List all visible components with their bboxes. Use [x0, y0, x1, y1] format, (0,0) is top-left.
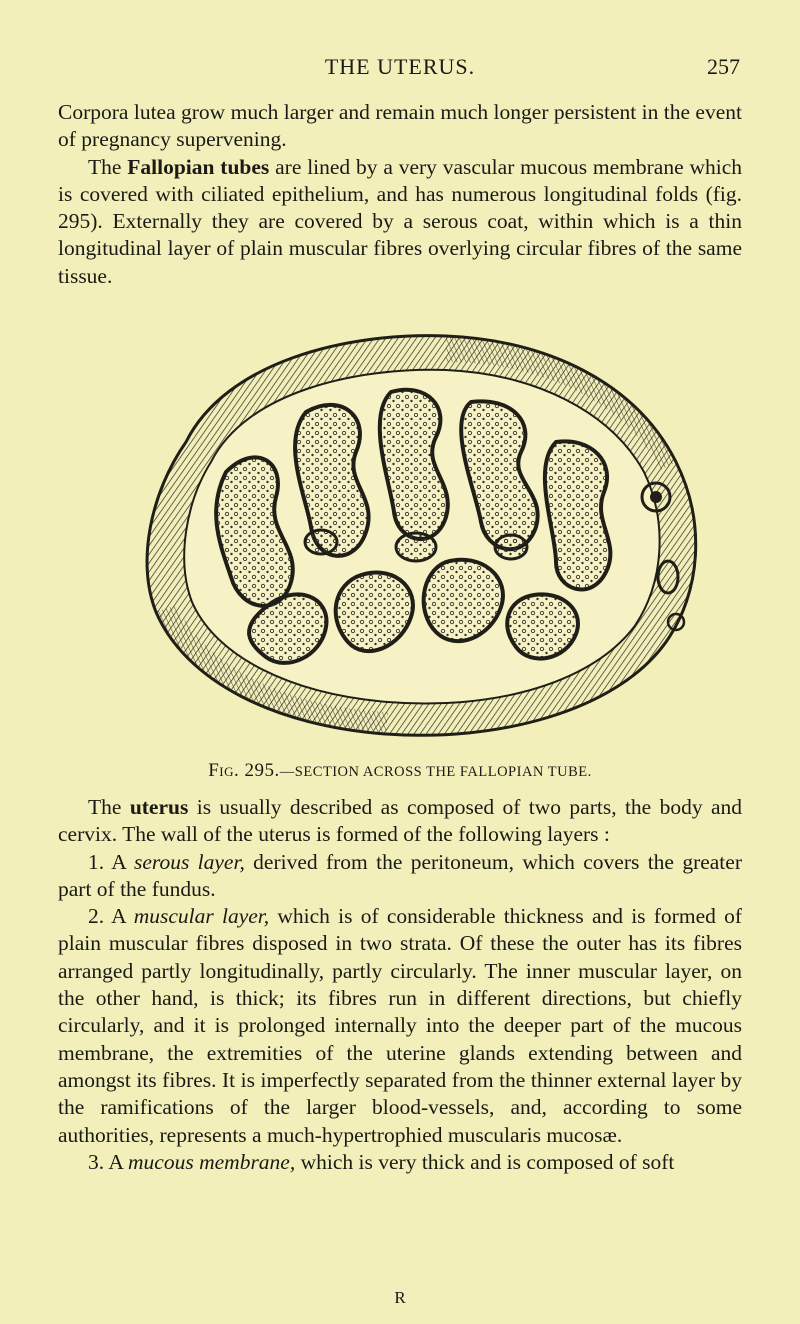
list-text-2: which is of considerable thickness and is formed of plain muscular fibres disposed in two strata. Of these the outer has its fibres arranged partly longitudinally, partly circularly. The inner muscular layer, on the other hand, is thick; its fibres run in different directions, but chiefly circularly, and it is prolonged internally into the deeper part of the mucous membrane, the extremities of the uterine glands extending between and amongst its fibres. It is imperfectly separated from the thinner external layer by the ramifications of the larger blood-vessels, and, according to some authorities, represents a much-hypertrophied muscularis mucosæ. — [58, 904, 742, 1147]
term-serous-layer: serous layer, — [133, 849, 245, 874]
paragraph-uterus-body: is usually described as composed of two parts, the body and cervix. The wall of the uterus is formed of the following layers : — [58, 795, 743, 847]
list-text-3: which is very thick and is composed of soft — [295, 1149, 675, 1174]
paragraph-fallopian-tubes — [58, 154, 742, 290]
fallopian-tube-illustration — [116, 322, 716, 752]
figure-caption — [60, 760, 740, 782]
figure-label: Fig. 295. — [208, 760, 280, 781]
list-number-2: 2. A — [88, 904, 134, 929]
term-fallopian-tubes: Fallopian tubes — [127, 154, 270, 179]
list-item-serous-layer — [58, 849, 742, 904]
list-number-1: 1. A — [88, 849, 134, 874]
signature-mark: R — [394, 1288, 406, 1307]
figure-caption-text: —SECTION ACROSS THE FALLOPIAN TUBE. — [279, 764, 592, 780]
list-item-mucous-membrane — [58, 1149, 742, 1176]
term-uterus: uterus — [129, 795, 189, 819]
list-number-3: 3. A — [88, 1149, 129, 1174]
list-text-1: derived from the peritoneum, which covers the greater part of the fundus. — [58, 849, 742, 901]
paragraph-fallopian-pre: The — [88, 154, 128, 179]
paragraph-uterus — [58, 794, 742, 849]
paragraph-corpora-lutea: Corpora lutea grow much larger and remain much longer persistent in the event of pregnancy supervening. — [58, 100, 742, 152]
term-mucous-membrane: mucous membrane, — [128, 1149, 296, 1174]
list-item-muscular-layer — [58, 903, 742, 1149]
text-block-top — [58, 99, 742, 290]
page-header — [60, 54, 740, 88]
running-title: THE UTERUS. — [324, 54, 476, 79]
text-block-bottom — [58, 794, 742, 1176]
figure-fallopian-tube-section — [116, 322, 716, 752]
page-number: 257 — [707, 54, 740, 79]
paragraph-fallopian-body: are lined by a very vascular mucous membrane which is covered with ciliated epithelium, and has numerous longitudinal folds (fig. 295). Externally they are covered by a serous coat, within which is a thin longitudinal layer of plain muscular fibres overlying circular fibres of the same tissue. — [58, 154, 742, 288]
term-muscular-layer: muscular layer, — [133, 904, 270, 929]
paragraph-uterus-pre: The — [88, 795, 130, 819]
